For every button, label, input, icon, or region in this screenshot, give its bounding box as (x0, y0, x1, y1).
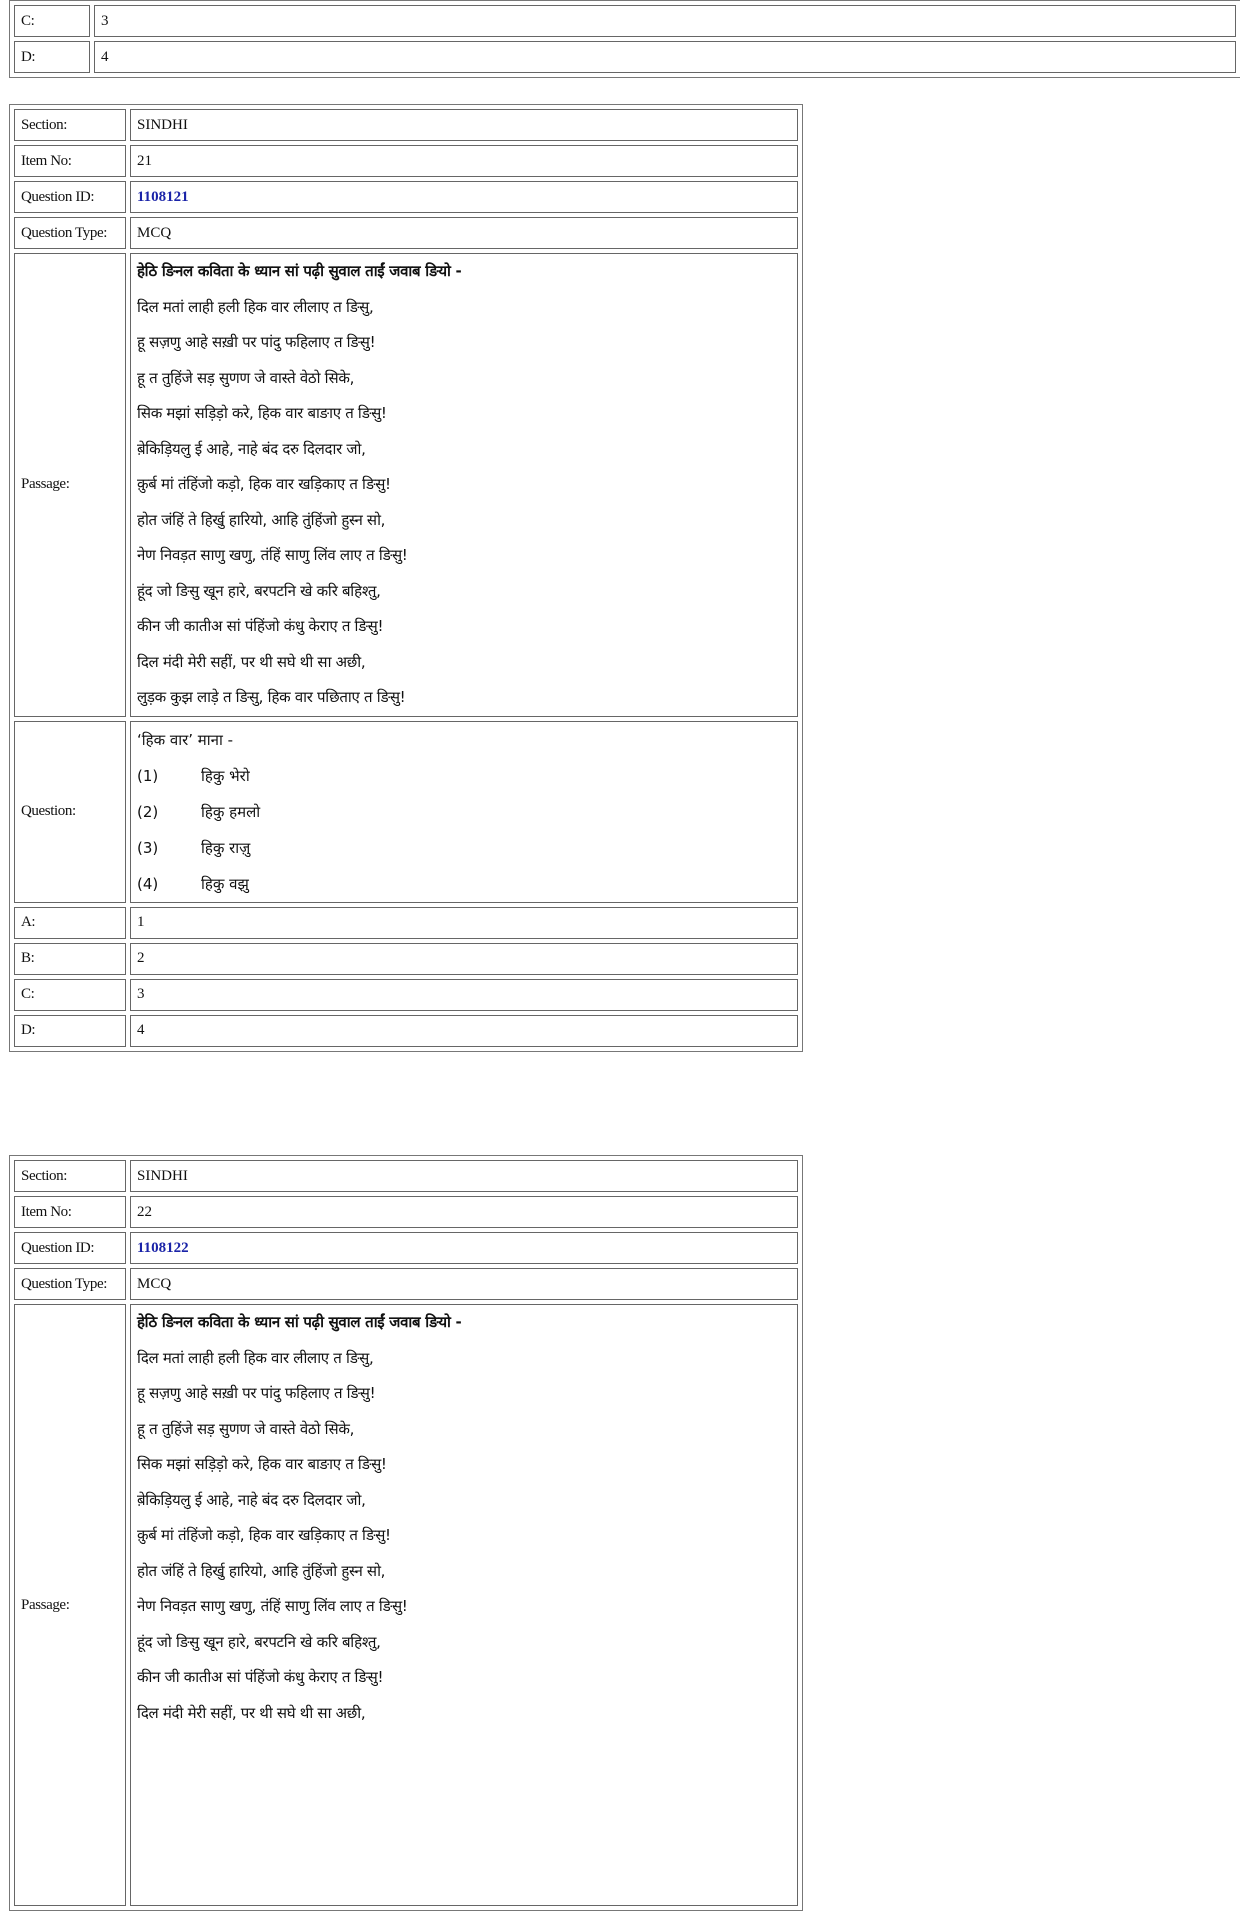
answer-d-value: 4 (94, 41, 1236, 73)
answer-b-value: 2 (130, 943, 798, 975)
passage-line: दिल मंदी मेरी सहीं, पर थी सघे थी सा अछी, (137, 1703, 366, 1722)
passage-content (130, 253, 798, 717)
passage-line: क़ुर्ब मां तंहिंजो कड़ो, हिक वार खड़िकाए त ङिसु! (137, 1526, 391, 1544)
passage-heading: हेठि ङिनल कविता के ध्यान सां पढ़ी सुवाल ताईं जवाब ङियो - (137, 1313, 462, 1331)
passage-line: हू त तुहिंजे सड़ सुणण जे वास्ते वेठो सिके, (137, 1419, 355, 1438)
answer-row-d (14, 1015, 798, 1047)
passage-line: क़ुर्ब मां तंहिंजो कड़ो, हिक वार खड़िकाए त ङिसु! (137, 475, 391, 493)
question-type-row (14, 1268, 798, 1300)
question-type-value: MCQ (130, 217, 798, 249)
passage-line: दिल मतां लाही हली हिक वार लीलाए त ङिसु, (137, 1348, 374, 1367)
section-value: SINDHI (130, 1160, 798, 1192)
question-id-value: 1108122 (130, 1232, 798, 1264)
answer-d-label: D: (14, 1015, 126, 1047)
passage-line: लुड़क कुझ लाड़े त ङिसु, हिक वार पछिताए त ङिसु! (137, 688, 406, 706)
question-table-item-22 (9, 1155, 803, 1911)
answer-d-label: D: (14, 41, 90, 73)
item-no-row (14, 145, 798, 177)
question-id-row (14, 1232, 798, 1264)
question-content (130, 721, 798, 903)
question-type-label: Question Type: (14, 217, 126, 249)
item-no-value: 22 (130, 1196, 798, 1228)
passage-line: होत जंहिं ते हिर्खु हारियो, आहि तुंहिंजो हुस्न सो, (137, 1561, 386, 1580)
passage-row (14, 1304, 798, 1906)
option-number: (1) (137, 766, 159, 785)
answer-row-c (14, 5, 1236, 37)
question-label: Question: (14, 721, 126, 903)
option-text: हिकु वझु (201, 874, 249, 893)
passage-row (14, 253, 798, 717)
section-label: Section: (14, 109, 126, 141)
passage-line: ब़ेकिड़ियलु ई आहे, नाहे बंद दरु दिलदार जो, (137, 439, 366, 458)
answer-c-value: 3 (130, 979, 798, 1011)
passage-line: दिल मतां लाही हली हिक वार लीलाए त ङिसु, (137, 297, 374, 316)
question-option (137, 758, 791, 794)
answer-a-label: A: (14, 907, 126, 939)
passage-line: सिक मझां सड़िड़ो करे, हिक वार बाङाए त ङिसु! (137, 404, 387, 422)
answer-c-label: C: (14, 5, 90, 37)
answer-a-value: 1 (130, 907, 798, 939)
question-id-value: 1108121 (130, 181, 798, 213)
option-text: हिकु हमलो (201, 802, 261, 821)
question-row (14, 721, 798, 903)
passage-label: Passage: (14, 253, 126, 717)
question-stem: ‘हिक वार’ माना - (137, 730, 234, 749)
question-option (137, 830, 791, 866)
option-text: हिकु राज़ु (201, 838, 251, 857)
section-row (14, 1160, 798, 1192)
answer-row-b (14, 943, 798, 975)
item-no-label: Item No: (14, 145, 126, 177)
answer-row-d (14, 41, 1236, 73)
answer-c-value: 3 (94, 5, 1236, 37)
question-table-item-21 (9, 104, 803, 1052)
question-type-value: MCQ (130, 1268, 798, 1300)
section-label: Section: (14, 1160, 126, 1192)
passage-heading: हेठि ङिनल कविता के ध्यान सां पढ़ी सुवाल ताईं जवाब ङियो - (137, 262, 462, 280)
question-id-row (14, 181, 798, 213)
question-type-label: Question Type: (14, 1268, 126, 1300)
passage-line: कीन जी कातीअ सां पंहिंजो कंधु केराए त ङिसु! (137, 1668, 384, 1686)
passage-line: नेण निवड़त साणु खणु, तंहिं साणु लिंव लाए त ङिसु! (137, 1597, 408, 1615)
passage-line: कीन जी कातीअ सां पंहिंजो कंधु केराए त ङिसु! (137, 617, 384, 635)
answer-row-a (14, 907, 798, 939)
item-no-label: Item No: (14, 1196, 126, 1228)
passage-line: हू सज़णु आहे सख़ी पर पांदु फहिलाए त ङिसु! (137, 1384, 376, 1402)
option-number: (3) (137, 838, 159, 857)
question-option (137, 866, 791, 902)
answer-d-value: 4 (130, 1015, 798, 1047)
passage-line: हू सज़णु आहे सख़ी पर पांदु फहिलाए त ङिसु! (137, 333, 376, 351)
question-id-label: Question ID: (14, 181, 126, 213)
passage-content (130, 1304, 798, 1906)
question-option (137, 794, 791, 830)
question-type-row (14, 217, 798, 249)
passage-line: हू त तुहिंजे सड़ सुणण जे वास्ते वेठो सिके, (137, 368, 355, 387)
passage-line: होत जंहिं ते हिर्खु हारियो, आहि तुंहिंजो हुस्न सो, (137, 510, 386, 529)
passage-line: ब़ेकिड़ियलु ई आहे, नाहे बंद दरु दिलदार जो, (137, 1490, 366, 1509)
answer-b-label: B: (14, 943, 126, 975)
answer-row-c (14, 979, 798, 1011)
section-value: SINDHI (130, 109, 798, 141)
option-number: (4) (137, 874, 159, 893)
option-number: (2) (137, 802, 159, 821)
item-no-row (14, 1196, 798, 1228)
passage-line: सिक मझां सड़िड़ो करे, हिक वार बाङाए त ङिसु! (137, 1455, 387, 1473)
passage-line: हूंद जो ङिसु खून हारे, बरपटनि खे करि बहिश्तु, (137, 581, 381, 600)
item-no-value: 21 (130, 145, 798, 177)
passage-line: नेण निवड़त साणु खणु, तंहिं साणु लिंव लाए त ङिसु! (137, 546, 408, 564)
passage-line: हूंद जो ङिसु खून हारे, बरपटनि खे करि बहिश्तु, (137, 1632, 381, 1651)
question-id-label: Question ID: (14, 1232, 126, 1264)
passage-line: दिल मंदी मेरी सहीं, पर थी सघे थी सा अछी, (137, 652, 366, 671)
option-text: हिकु भेरो (201, 766, 250, 785)
passage-label: Passage: (14, 1304, 126, 1906)
section-row (14, 109, 798, 141)
answer-c-label: C: (14, 979, 126, 1011)
previous-question-answers-table (9, 0, 1240, 78)
